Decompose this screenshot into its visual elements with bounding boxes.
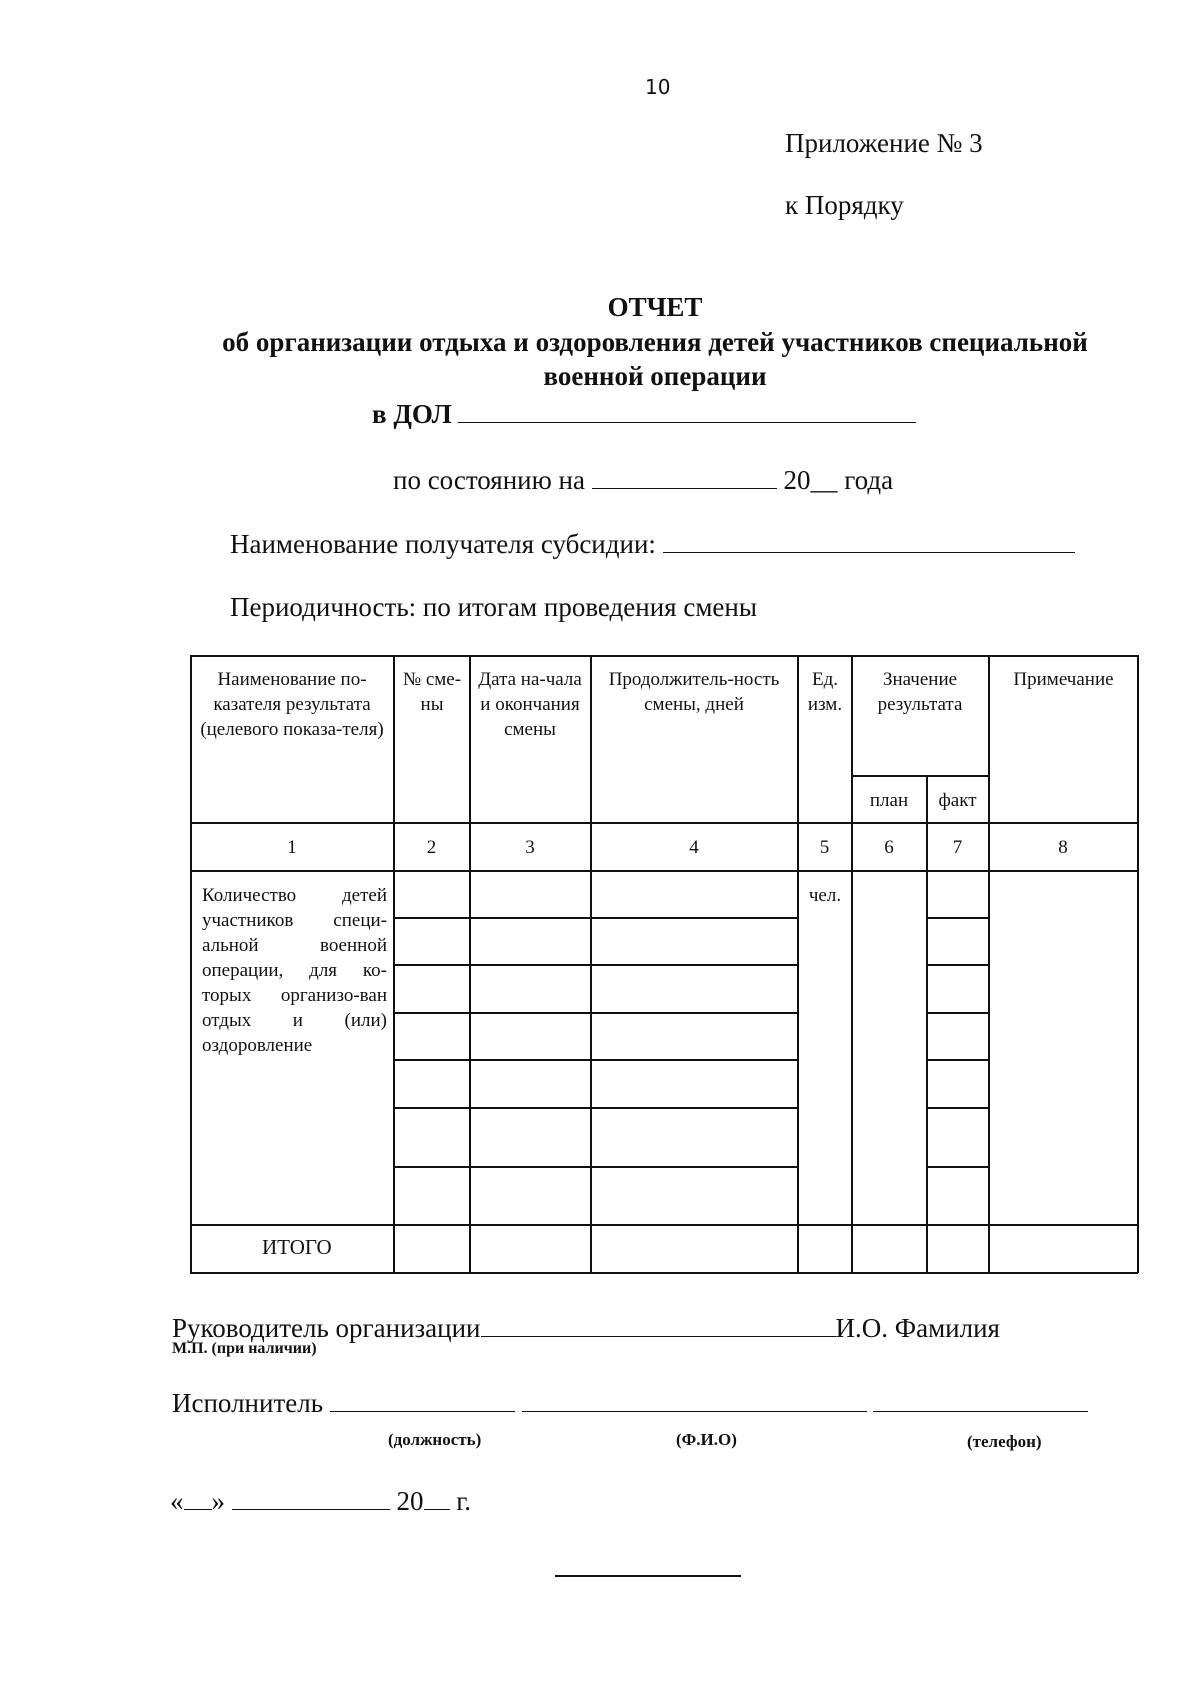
- dol-label: в ДОЛ: [372, 399, 452, 429]
- dol-name-field[interactable]: [458, 395, 916, 423]
- indicator-name: Количество детей участников специ-альной военной операции, для ко-торых организо-ван отдых и (или) оздоровление: [202, 885, 387, 1056]
- header-shift-number: № сме-ны: [402, 669, 462, 715]
- as-of-row: [393, 461, 893, 496]
- phone-caption: (телефон): [967, 1432, 1042, 1451]
- column-number: 5: [819, 837, 830, 858]
- executor-row: [172, 1384, 1088, 1419]
- table-border-top: [190, 655, 1138, 657]
- fact-row-line: [926, 1166, 988, 1168]
- date-close-quote: »: [211, 1486, 225, 1516]
- closing-divider: [555, 1575, 741, 1577]
- total-row-top-line: [190, 1224, 1138, 1226]
- column-number: 3: [525, 837, 535, 858]
- position-caption: (должность): [388, 1430, 482, 1449]
- date-month-field[interactable]: [232, 1482, 390, 1510]
- dol-row: [372, 395, 916, 430]
- recipient-label: Наименование получателя субсидии:: [230, 529, 656, 559]
- report-subtitle-line1: об организации отдыха и оздоровления детей участников специальной: [222, 327, 1088, 357]
- column-number: 1: [287, 837, 297, 858]
- body-row-line: [393, 1107, 797, 1109]
- report-subtitle-line2: военной операции: [543, 361, 767, 391]
- header-result-value: Значение результата: [877, 669, 963, 715]
- date-open-quote: «: [170, 1486, 184, 1516]
- fact-row-line: [926, 1012, 988, 1014]
- unit-value: чел.: [808, 885, 842, 906]
- date-suffix: г.: [456, 1486, 472, 1516]
- executor-fio-field[interactable]: [522, 1384, 867, 1412]
- appendix-label: Приложение № 3: [785, 128, 983, 158]
- appendix-ref: к Порядку: [785, 190, 904, 220]
- body-row-line: [393, 1012, 797, 1014]
- recipient-field[interactable]: [663, 525, 1075, 553]
- recipient-row: [230, 525, 1075, 560]
- header-plan: план: [869, 790, 909, 811]
- page-number: 10: [645, 75, 671, 99]
- executor-label: Исполнитель: [172, 1388, 324, 1418]
- fact-row-line: [926, 1059, 988, 1061]
- head-signature-field[interactable]: [481, 1309, 836, 1337]
- fio-caption: (Ф.И.О): [676, 1430, 737, 1449]
- plan-fact-split-line: [852, 775, 989, 777]
- column-number: 4: [689, 837, 699, 858]
- table-border-left: [190, 655, 192, 1273]
- column-number: 2: [426, 837, 437, 858]
- body-row-line: [393, 1059, 797, 1061]
- fact-row-line: [926, 917, 988, 919]
- as-of-date-field[interactable]: [592, 461, 777, 489]
- number-row-bottom-line: [190, 870, 1138, 872]
- column-number: 7: [952, 837, 963, 858]
- executor-position-field[interactable]: [330, 1384, 515, 1412]
- fact-row-line: [926, 1107, 988, 1109]
- column-number: 8: [1058, 837, 1068, 858]
- fact-row-line: [926, 964, 988, 966]
- body-row-line: [393, 917, 797, 919]
- executor-phone-field[interactable]: [873, 1384, 1088, 1412]
- head-label: Руководитель организации: [172, 1313, 481, 1343]
- header-note: Примечание: [1013, 669, 1114, 690]
- header-shift-dates: Дата на-чала и окончания смены: [478, 669, 582, 740]
- head-name: И.О. Фамилия: [835, 1313, 1000, 1343]
- body-row-line: [393, 964, 797, 966]
- header-indicator: Наименование по-казателя результата (целевого показа-теля): [200, 669, 384, 740]
- as-of-year: 20__: [783, 465, 838, 495]
- date-year-prefix: 20: [396, 1486, 424, 1516]
- header-bottom-line: [190, 822, 1138, 824]
- column-number: 6: [884, 837, 894, 858]
- table-border-right: [1137, 655, 1139, 1273]
- as-of-suffix: года: [844, 465, 894, 495]
- total-label: ИТОГО: [262, 1235, 332, 1259]
- table-border-bottom: [190, 1272, 1138, 1274]
- body-row-line: [393, 1166, 797, 1168]
- header-duration: Продолжитель-ность смены, дней: [608, 669, 780, 715]
- header-unit: Ед. изм.: [807, 669, 843, 715]
- col-divider-5: [851, 655, 853, 1273]
- head-row: [172, 1309, 1000, 1344]
- col-divider-4: [797, 655, 799, 1273]
- report-title: ОТЧЕТ: [607, 292, 703, 322]
- date-year-field[interactable]: [424, 1482, 450, 1510]
- date-row: [170, 1482, 471, 1517]
- header-fact: факт: [938, 790, 977, 811]
- date-day-field[interactable]: [184, 1482, 212, 1510]
- as-of-prefix: по состоянию на: [393, 465, 585, 495]
- periodicity: Периодичность: по итогам проведения смены: [230, 592, 757, 622]
- col-divider-7: [988, 655, 990, 1273]
- stamp-note: М.П. (при наличии): [172, 1340, 317, 1357]
